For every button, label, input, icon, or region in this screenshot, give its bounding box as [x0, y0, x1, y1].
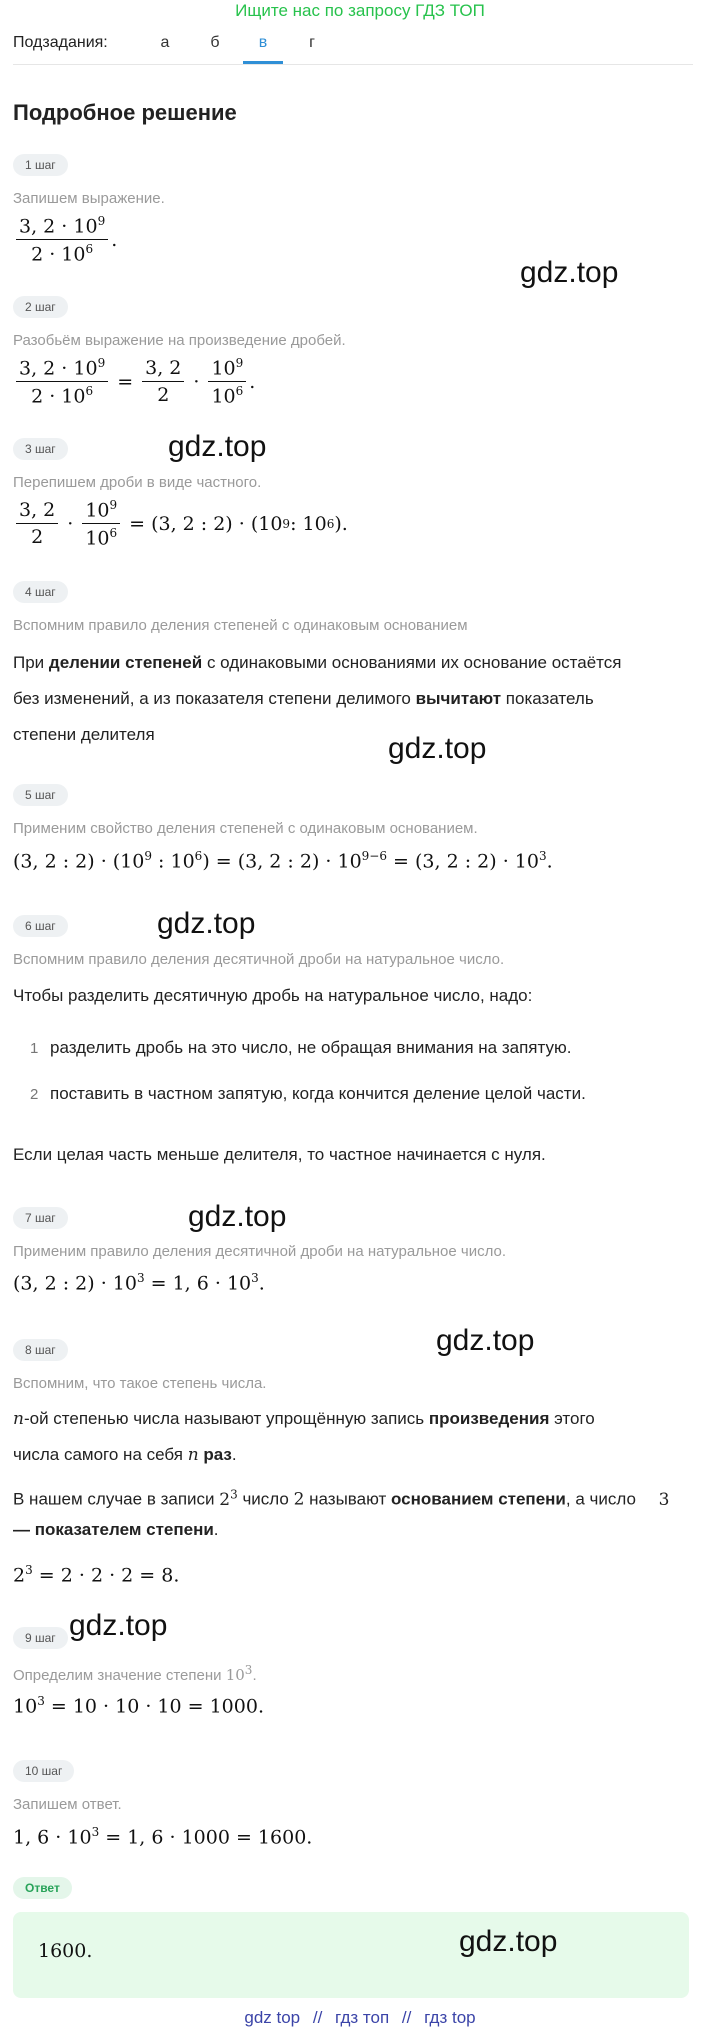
rule-text: Чтобы разделить десятичную дробь на натуральное число, надо: — [13, 986, 533, 1005]
footer-link[interactable]: гдз топ — [335, 2008, 390, 2027]
watermark: gdz.top — [69, 1609, 168, 1642]
tab-g[interactable]: г — [309, 34, 315, 51]
watermark: gdz.top — [520, 256, 619, 289]
step-hint: Вспомним правило деления десятичной дроби на натуральное число. — [13, 951, 505, 968]
page-title: Подробное решение — [13, 100, 237, 125]
watermark: gdz.top — [436, 1324, 535, 1357]
step-hint: Запишем выражение. — [13, 190, 165, 207]
footer-links — [0, 2008, 720, 2028]
step-badge: 1 шаг — [13, 154, 68, 176]
list-number: 2 — [30, 1086, 39, 1103]
step-hint: Перепишем дроби в виде частного. — [13, 474, 262, 491]
answer-badge: Ответ — [13, 1877, 72, 1899]
subtasks-tabs — [13, 30, 693, 65]
footer-link[interactable]: gdz top — [244, 2008, 301, 2027]
watermark: gdz.top — [388, 732, 487, 765]
watermark: gdz.top — [157, 907, 256, 940]
footer-separator: // — [312, 2008, 323, 2027]
math-expression: (3, 2 : $2) \cdot 10^3 = 1$, $6 \cdot 10^3$. — [13, 1271, 265, 1295]
step-hint: Запишем ответ. — [13, 1796, 122, 1813]
footer-separator: // — [401, 2008, 412, 2027]
step-badge: 8 шаг — [13, 1339, 68, 1361]
rule-text: числа самого на себя n раз. — [13, 1445, 237, 1465]
math-expression: $\frac{3, 2 \cdot 10^9}{2 \cdot 10^6}$ = $\frac{3, 2}{2}$ · $\frac{10^9}{10^6}$ . — [13, 356, 255, 408]
math-expression: $10^3 = 10 \cdot 10 \cdot 10 = 1000$. — [13, 1694, 264, 1718]
step-hint: Вспомним правило деления степеней с одинаковым основанием — [13, 617, 468, 634]
watermark: gdz.top — [188, 1200, 287, 1233]
tab-v[interactable]: в — [243, 34, 283, 64]
step-hint: Применим правило деления десятичной дроби на натуральное число. — [13, 1243, 507, 1260]
step-badge: 2 шаг — [13, 296, 68, 318]
answer-box — [13, 1912, 689, 1998]
step-hint: Вспомним, что такое степень числа. — [13, 1375, 267, 1392]
rule-text: В нашем случае в записи $2^3$ число 2 называют основанием степени, а число 3 — [13, 1487, 670, 1510]
list-item: разделить дробь на это число, не обращая внимания на запятую. — [50, 1038, 572, 1057]
step-badge: 4 шаг — [13, 581, 68, 603]
math-expression: $2^3 = 2 \cdot 2 \cdot 2 = 8$. — [13, 1563, 180, 1587]
step-badge: 5 шаг — [13, 784, 68, 806]
step-badge: 6 шаг — [13, 915, 68, 937]
rule-text: — показателем степени. — [13, 1520, 219, 1539]
list-number: 1 — [30, 1040, 39, 1057]
step-badge: 7 шаг — [13, 1207, 68, 1229]
math-expression: $\frac{3, 2}{2}$ · $\frac{10^9}{10^6}$ = (3, 2 : 2) · (10 9 : 10 6 ). — [13, 498, 348, 550]
footer-link[interactable]: гдз top — [424, 2008, 476, 2027]
list-item: поставить в частном запятую, когда кончится деление целой части. — [50, 1084, 586, 1103]
tab-a[interactable]: а — [160, 34, 170, 51]
rule-text: без изменений, а из показателя степени делимого вычитают показатель — [13, 689, 594, 708]
rule-text: степени делителя — [13, 725, 155, 744]
step-badge: 10 шаг — [13, 1760, 74, 1782]
subtasks-label: Подзадания: — [13, 34, 108, 51]
rule-text: При делении степеней с одинаковыми основаниями их основание остаётся — [13, 653, 622, 672]
answer-value: 1600. — [38, 1940, 93, 1962]
math-expression: 1, $6 \cdot 10^3 = 1$, 6 · 1000 = 1600. — [13, 1825, 313, 1849]
rule-note: Если целая часть меньше делителя, то частное начинается с нуля. — [13, 1145, 546, 1164]
step-hint: Разобьём выражение на произведение дробей. — [13, 332, 346, 349]
rule-text: n-ой степенью числа называют упрощённую запись произведения этого — [13, 1409, 595, 1429]
step-badge: 3 шаг — [13, 438, 68, 460]
search-banner: Ищите нас по запросу ГДЗ ТОП — [235, 1, 485, 20]
step-hint: Применим свойство деления степеней с одинаковым основанием. — [13, 820, 478, 837]
watermark: gdz.top — [459, 1925, 558, 1958]
step-hint: Определим значение степени $10^3$. — [13, 1663, 257, 1684]
math-expression: (3, 2 : $2) \cdot (10^9$ : $10^6) = (3$, 2 : $2) \cdot 10^{9-6} = (3$, 2 : $2) \cdot 10^3$. — [13, 849, 553, 873]
watermark: gdz.top — [168, 430, 267, 463]
step-badge: 9 шаг — [13, 1627, 68, 1649]
math-expression: $\frac{3, 2 \cdot 10^9}{2 \cdot 10^6}$ . — [13, 214, 117, 266]
tab-b[interactable]: б — [210, 34, 220, 51]
